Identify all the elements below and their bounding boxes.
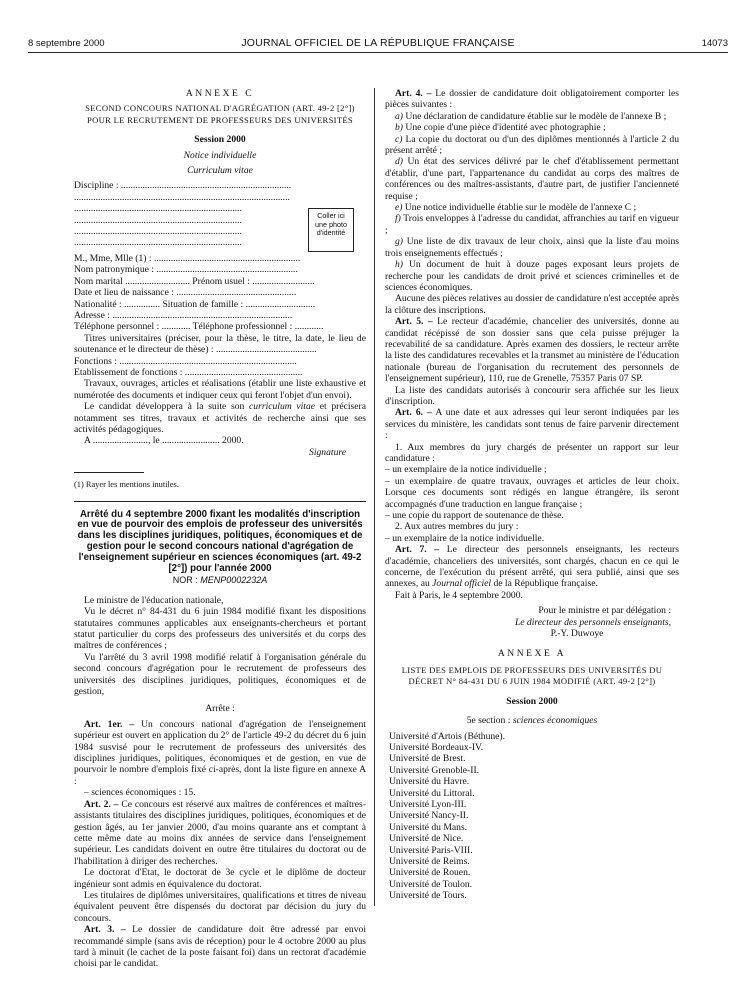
etablissement-field: Etablissement de fonctions : .................................................	[74, 366, 303, 378]
delegation-line: Pour le ministre et par délégation :	[538, 605, 671, 617]
candidat-paragraph: Le candidat développera à la suite son curriculum vitae et précisera notamment ses titres, travaux et activités de recherche ainsi que ses activités pédagogiques.	[74, 401, 366, 435]
footnote-rule	[74, 472, 144, 473]
article-2-c: Les titulaires de diplômes universitaires, qualifications et titres de niveau équivalent peuvent être dispensés du doctorat par décision du jury du concours.	[74, 889, 366, 924]
university-list-item: Université du Havre.	[389, 776, 470, 788]
form-field: Téléphone personnel : ............ Téléphone professionnel : ............	[74, 321, 324, 333]
cv-title: Curriculum vitae	[187, 165, 253, 177]
university-list-item: Université du Mans.	[389, 821, 468, 833]
page-header	[28, 38, 728, 52]
fait-line: Fait à Paris, le 4 septembre 2000.	[395, 589, 523, 601]
header-date: 8 septembre 2000	[28, 38, 105, 49]
annexe-a-title: ANNEXE A	[497, 647, 567, 659]
article-1-item: – sciences économiques : 15.	[84, 787, 196, 799]
article-6-item: – un exemplaire de la notice individuelle.	[385, 532, 545, 544]
lieu-date-line: A ......................., le ........................ 2000.	[84, 435, 244, 447]
decree-minister: Le ministre de l'éducation nationale,	[84, 594, 224, 606]
article-4-items	[385, 111, 679, 294]
notice-title: Notice individuelle	[183, 149, 257, 161]
director-line: Le directeur des personnels enseignants,	[514, 616, 671, 628]
article-4-item: g) Une liste de dix travaux de leur choix, ainsi que la liste d'au moins trois enseignements effectués ;	[385, 236, 679, 259]
form-field: Nationalité : ............... Situation de famille : .............................	[74, 298, 316, 310]
blank-line: ......................................................................	[74, 237, 242, 249]
article-4: Art. 4. – Le dossier de candidature doit obligatoirement comporter les pièces suivantes :	[385, 88, 679, 111]
university-list-item: Université Lyon-III.	[389, 798, 467, 810]
article-4-item: h) Un document de huit à douze pages exposant leurs projets de recherche pour les candidats de droit privé et sciences criminelles et de sciences économiques.	[385, 259, 679, 293]
form-field: Nom patronymique : ...........................................................	[74, 264, 298, 276]
article-4-item: e) Une notice individuelle établie sur le modèle de l'annexe C ;	[395, 202, 637, 214]
article-6-2: 2. Aux autres membres du jury :	[395, 521, 519, 533]
blank-line: ......................................................................	[74, 203, 242, 215]
arrete-label: Arrête :	[205, 703, 235, 715]
university-list	[385, 731, 679, 902]
university-list-item: Université d'Artois (Béthune).	[389, 730, 506, 742]
article-7: Art. 7. – Le directeur des personnels enseignants, les recteurs d'académie, chanceliers des universités, sont chargés, chacun en ce qui le concerne, de l'exécution du présent arrêté, qui sera publié, ainsi que ses annexes, au Journal officiel de la République française.	[385, 544, 679, 590]
header-journal-title: JOURNAL OFFICIEL DE LA RÉPUBLIQUE FRANÇAISE	[241, 37, 515, 49]
article-6-1: 1. Aux membres du jury chargés de présenter un rapport sur leur candidature :	[385, 441, 679, 464]
university-list-item: Université Grenoble-II.	[389, 764, 480, 776]
university-list-item: Université du Littoral.	[389, 787, 475, 799]
nor-reference: NOR : MENP0002232A	[172, 575, 268, 586]
section-label: 5e section : sciences économiques	[466, 715, 598, 727]
discipline-field: Discipline : .......................................................................	[74, 180, 292, 192]
university-list-item: Université de Toulon.	[389, 878, 473, 890]
article-6-item: – une copie du rapport de soutenance de thèse.	[385, 510, 564, 522]
fonctions-field: Fonctions : ..........................................................................	[74, 355, 297, 367]
annexe-c-title: ANNEXE C	[185, 88, 255, 99]
annexe-c-subtitle: SECOND CONCOURS NATIONAL D'AGRÉGATION (ART. 49-2 [2°]) POUR LE RECRUTEMENT DE PROFESSEURS DES UNIVERSITÉS	[85, 103, 355, 125]
article-5: Art. 5. – Le recteur d'académie, chancelier des universités, donne au candidat récépissé de son dossier sans que cela puisse préjuger la recevabilité de sa candidature. Après examen des dossiers, le recteur arrête la liste des candidatures recevables et la transmet au ministère de l'éducation nationale (bureau de l'organisation du recrutement des personnels de l'enseignement supérieur), 110, rue de Grenelle, 75357 Paris 07 SP.	[385, 316, 679, 385]
university-list-item: Université de Tours.	[389, 890, 467, 902]
right-column	[385, 88, 679, 902]
article-5-b: La liste des candidats autorisés à concourir sera affichée sur les lieux d'inscription.	[385, 384, 679, 407]
decree-title: Arrêté du 4 septembre 2000 fixant les modalités d'inscription en vue de pourvoir des emplois de professeur des universités dans les disciplines juridiques, politiques, économiques et de gestion pour le second concours national d'agrégation de l'enseignement supérieur en sciences économiques (art. 49-2 [2°]) pour l'année 2000	[77, 508, 363, 574]
column-divider	[374, 88, 375, 906]
article-4-item: f) Trois enveloppes à l'adresse du candidat, affranchies au tarif en vigueur ;	[385, 213, 679, 236]
annexe-a-session: Session 2000	[506, 695, 558, 707]
annexe-a-subtitle: LISTE DES EMPLOIS DE PROFESSEURS DES UNIVERSITÉS DU DÉCRET N° 84-431 DU 6 JUIN 1984 MODIFIÉ (ART. 49-2 [2°])	[401, 664, 663, 687]
blank-line: ..........................................................................................	[74, 191, 290, 203]
article-3: Art. 3. – Le dossier de candidature doit être adressé par envoi recommandé simple (sans avis de réception) pour le 4 octobre 2000 au plus tard à minuit (le cachet de la poste faisant foi) dans un rectorat d'académie choisi par le candidat.	[74, 924, 366, 970]
form-field: M., Mme, Mlle (1) : .............................................................	[74, 252, 301, 264]
article-1: Art. 1er. – Un concours national d'agrégation de l'enseignement supérieur est ouvert en application du 2° de l'article 49-2 du décret du 6 juin 1984 susvisé pour le recrutement de professeurs des universités des disciplines juridiques, politiques, économiques et de gestion, en vue de pourvoir le nombre d'emplois fixé ci-après, dont la liste figure en annexe A :	[74, 718, 366, 787]
article-6-item: – un exemplaire de la notice individuelle ;	[385, 464, 547, 476]
footnote: (1) Rayer les mentions inutiles.	[74, 480, 179, 490]
form-field: Nom marital ........................... Prénom usuel : ..........................	[74, 275, 315, 287]
signatory: P.-Y. Duwoye	[550, 628, 604, 640]
article-6: Art. 6. – A une date et aux adresses qui leur seront indiquées par les services du ministère, les candidats sont tenus de faire parvenir directement :	[385, 407, 679, 442]
annexe-c-session: Session 2000	[194, 134, 246, 146]
section-rule	[74, 501, 366, 502]
aucune-paragraph: Aucune des pièces relatives au dossier de candidature n'est acceptée après la clôture des inscriptions.	[385, 293, 679, 316]
university-list-item: Université Nancy-II.	[389, 810, 469, 822]
header-page-number: 14073	[701, 38, 728, 49]
photo-box: Coller ici une photo d'identité	[308, 208, 354, 252]
decree-vu-2: Vu l'arrêté du 3 avril 1998 modifié relatif à l'organisation générale du second concours d'agrégation pour le recrutement de professeurs des universités des disciplines juridiques, politiques, économiques et de gestion,	[74, 651, 366, 698]
article-6-item: – un exemplaire de quatre travaux, ouvrages et articles de leur choix. Lorsque ces documents sont rédigés en langue étrangère, ils seront accompagnés d'une traduction en langue française ;	[385, 475, 679, 510]
header-rule	[28, 52, 728, 53]
decree-vu-1: Vu le décret n° 84-431 du 6 juin 1984 modifié fixant les dispositions statutaires communes applicables aux enseignants-chercheurs et portant statut particulier du corps des professeurs des universités et du corps des maîtres de conférences ;	[74, 606, 366, 652]
article-4-item: d) Un état des services délivré par le chef d'établissement permettant d'établir, d'une part, l'appartenance du candidat au corps des maîtres de conférences ou des maîtres-assistants, d'autre part, de justifier l'ancienneté requise ;	[385, 156, 679, 202]
university-list-item: Université Paris-VIII.	[389, 844, 473, 856]
blank-line: ......................................................................	[74, 226, 242, 238]
signature-label: Signature	[309, 446, 346, 458]
titres-field: Titres universitaires (préciser, pour la thèse, le titre, la date, le lieu de soutenance et le directeur de thèse) : ..........................................	[74, 332, 366, 356]
university-list-item: Université de Rouen.	[389, 867, 471, 879]
university-list-item: Université Bordeaux-IV.	[389, 741, 484, 753]
article-4-item: c) La copie du doctorat ou d'un des diplômes mentionnés à l'article 2 du présent arrêté ;	[385, 133, 679, 157]
form-field: Adresse : ...........................................................................	[74, 309, 293, 321]
article-4-item: b) Une copie d'une pièce d'identité avec photographie ;	[395, 122, 606, 134]
article-2: Art. 2. – Ce concours est réservé aux maîtres de conférences et maîtres-assistants titulaires des disciplines juridiques, politiques, économiques et de gestion âgés, au 1er janvier 2000, d'au moins quarante ans et comptant à cette même date au moins dix années de service dans l'enseignement supérieur. Les candidats doivent en outre être titulaires du doctorat ou de l'habilitation à diriger des recherches.	[74, 798, 366, 867]
article-2-b: Le doctorat d'Etat, le doctorat de 3e cycle et le diplôme de docteur ingénieur sont admis en équivalence du doctorat.	[74, 867, 366, 890]
travaux-field: Travaux, ouvrages, articles et réalisations (établir une liste exhaustive et numérotée des documents et indiquer ceux qui feront l'objet d'un envoi).	[74, 378, 366, 401]
university-list-item: Université de Reims.	[389, 856, 470, 867]
form-field: Date et lieu de naissance : ..................................................	[74, 287, 297, 299]
blank-line: ......................................................................	[74, 214, 242, 226]
university-list-item: Université de Nice.	[389, 833, 464, 845]
article-4-item: a) Une déclaration de candidature établie sur le modèle de l'annexe B ;	[395, 110, 667, 122]
university-list-item: Université de Brest.	[389, 753, 466, 765]
